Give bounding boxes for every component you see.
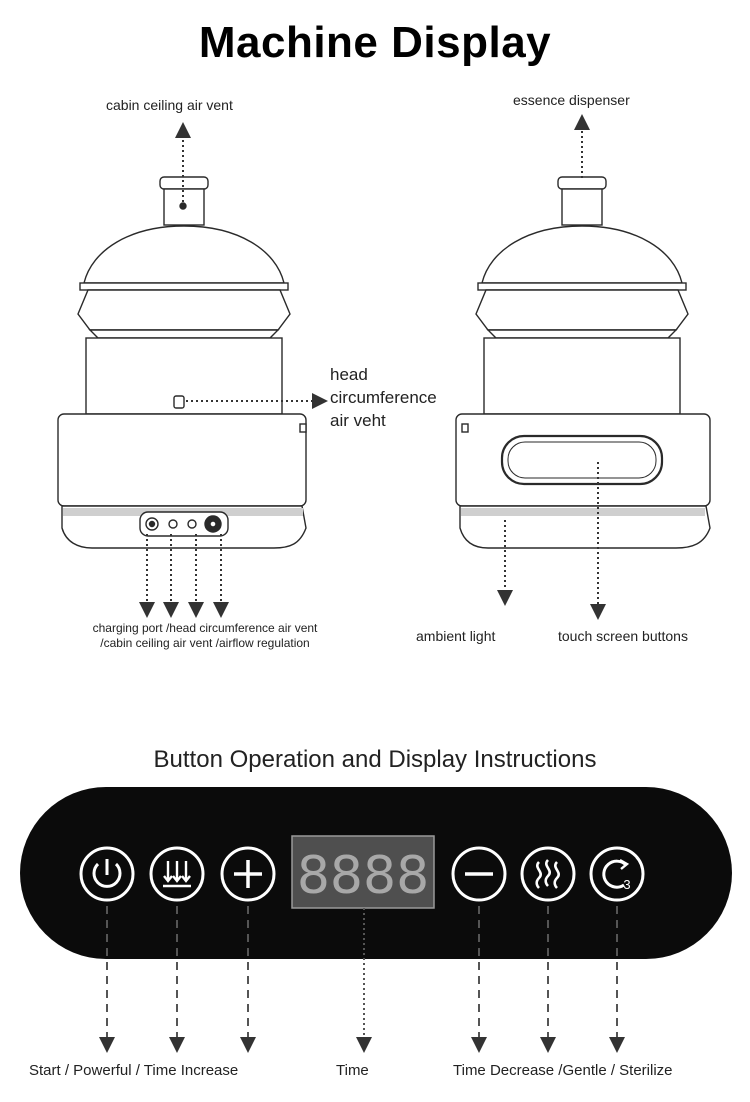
label-cabin-vent: cabin ceiling air vent xyxy=(106,97,233,113)
label-head-vent xyxy=(330,363,437,432)
label-head-vent-line2: circumference xyxy=(330,388,437,407)
time-display-digits: 8888 xyxy=(296,846,430,906)
label-essence-dispenser: essence dispenser xyxy=(513,92,630,108)
label-time: Time xyxy=(336,1062,369,1079)
label-ports-line1: charging port /head circumference air vent xyxy=(92,621,318,635)
cabin-vent-dot xyxy=(180,203,186,209)
label-head-vent-line3: air veht xyxy=(330,411,386,430)
control-panel xyxy=(20,787,732,959)
label-ports-line2: /cabin ceiling air vent /airflow regulation xyxy=(100,636,310,650)
machine-left xyxy=(58,177,306,548)
sterilize-badge: 3 xyxy=(623,877,631,892)
label-ambient-light: ambient light xyxy=(416,628,496,644)
head-vent-mark xyxy=(174,396,184,408)
label-left-buttons: Start / Powerful / Time Increase xyxy=(29,1062,239,1079)
touch-panel-outline xyxy=(502,436,662,484)
label-ports xyxy=(40,621,370,651)
label-head-vent-line1: head xyxy=(330,365,368,384)
label-touch-buttons: touch screen buttons xyxy=(558,628,688,644)
machine-right xyxy=(456,177,710,548)
section-subtitle: Button Operation and Display Instructions xyxy=(153,746,597,773)
page-title: Machine Display xyxy=(198,18,552,67)
label-right-buttons: Time Decrease /Gentle / Sterilize xyxy=(453,1062,673,1079)
